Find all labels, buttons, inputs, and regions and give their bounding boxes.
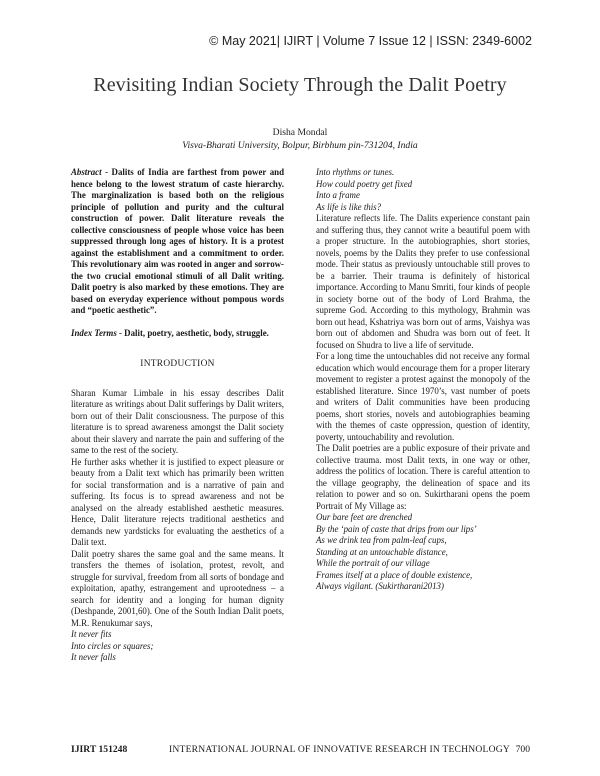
poem-line: Frames itself at a place of double existence, (316, 569, 473, 580)
index-terms-text: Dalit, poetry, aesthetic, body, struggle. (121, 327, 269, 338)
left-paragraph: Sharan Kumar Limbale in his essay describes Dalit literature as writings about Dalit sufferings by Dalit writers, born out of their Dalit consciousness. The purpose of this literature is to spread awareness amongst the Dalit society about their slavery and narrate the pain and suffering of the same to the rest of the society. (71, 387, 284, 455)
index-terms-label: Index Terms - (71, 327, 122, 338)
poem-line: Standing at an untouchable distance, (316, 546, 448, 557)
poem-line: Our bare feet are drenched (316, 512, 413, 522)
left-paragraph: Dalit poetry shares the same goal and the same means. It transfers the themes of isolation, protest, revolt, and struggle for survival, freedom from all sorts of bondage and exploitation, apathy, estrangement and uprootedness – a search for identity and a longing for human dignity (Deshpande, 2001,60). One of the South Indian Dalit poets, M.R. Renukumar says, (71, 548, 284, 628)
poem-line: It never falls (71, 652, 116, 662)
left-paragraph: He further asks whether it is justified to expect pleasure or beauty from a Dalit text which has primarily been written for social transformation and is a narrative of pain and suffering. Its focus is to spread awareness and not be analysed on the already established aesthetic measures. Hence, Dalit literature rejects traditional aesthetics and demands new yardsticks for evaluating the aesthetics of a Dalit text. (71, 456, 284, 547)
poem-line: Into circles or squares; (71, 640, 154, 651)
poem-line: As life is like this? (316, 201, 382, 212)
footer-paper-id: IJIRT 151248 (71, 744, 128, 755)
abstract-text: Dalits of India are farthest from power and hence belong to the lowest stratum of caste hierarchy. The marginalization is based both on the religious principle of pollution and purity and the cultural construction of power. Dalit literature reveals the collective consciousness of people whose voice has been suppressed through long ages of history. It is a protest against the establishment and a commitment to order. This revolutionary aim was rooted in anger and sorrow- the two crucial emotional stimuli of all Dalit writing. Dalit poetry is also marked by these emotions. They are based on everyday experience without pompous words and “poetic aesthetic”. (71, 167, 284, 315)
footer-journal-name: INTERNATIONAL JOURNAL OF INNOVATIVE RESEARCH IN TECHNOLOGY (169, 744, 510, 755)
poem-line: While the portrait of our village (316, 558, 430, 568)
poem-line: Always vigilant. (Sukirtharani2013) (316, 581, 444, 591)
poem-line: How could poetry get fixed (316, 178, 413, 189)
page-footer (71, 744, 530, 758)
abstract (71, 167, 284, 317)
right-paragraph: The Dalit poetries are a public exposure of their private and collective trauma. most Dalit texts, in one way or other, address the politics of location. There is careful attention to the village geography, the delineation of space and its relation to power and so on. Sukirtharani opens the poem Portrait of My Village as: (316, 443, 530, 511)
section-heading: INTRODUCTION (140, 359, 215, 369)
left-column (71, 167, 284, 664)
index-terms (71, 328, 284, 340)
paper-title: Revisiting Indian Society Through the Dalit Poetry (93, 74, 507, 96)
page-number: 700 (515, 744, 530, 755)
poem-line: By the ‘pain of caste that drips from our lips’ (316, 523, 477, 534)
right-paragraph: For a long time the untouchables did not receive any formal education which would encourage them for a proper literary movement to register a protest against the monopoly of the established literature. Since 1970’s, vast number of poets and writers of Dalit communities have been producing poems, short stories, novels and autobiographies beaming with the themes of caste oppression, question of identity, poverty, untouchability and revolution. (316, 351, 530, 442)
poem-line: Into rhythms or tunes. (316, 167, 395, 177)
poem-line: As we drink tea from palm-leaf cups, (316, 535, 447, 545)
author-name: Disha Mondal (272, 127, 328, 138)
journal-header: © May 2021| IJIRT | Volume 7 Issue 12 | ISSN: 2349-6002 (209, 34, 532, 48)
abstract-label: Abstract - (71, 167, 109, 177)
poem-line: Into a frame (316, 190, 360, 200)
right-paragraph: Literature reflects life. The Dalits experience constant pain and suffering thus, they cannot write a beautiful poem with a proper structure. In the autobiographies, short stories, novels, poems by the Dalits they prefer to use confessional mode. Their status as previously untouchable still proves to be a barrier. Their trauma is definitely of historical importance. According to Manu Smriti, four kinds of people in society borne out of the body of Lord Brahma, the supreme God. According to this mythology, Brahmin was born out head, Kshatriya was born out of arms, Vaishya was born out of abdomen and Shudra was born out of feet. It focused on Shudra to live a life of servitude. (316, 213, 530, 350)
poem-line: It never fits (71, 629, 112, 639)
author-affiliation: Visva-Bharati University, Bolpur, Birbhum pin-731204, India (182, 140, 418, 151)
right-column (316, 167, 530, 593)
